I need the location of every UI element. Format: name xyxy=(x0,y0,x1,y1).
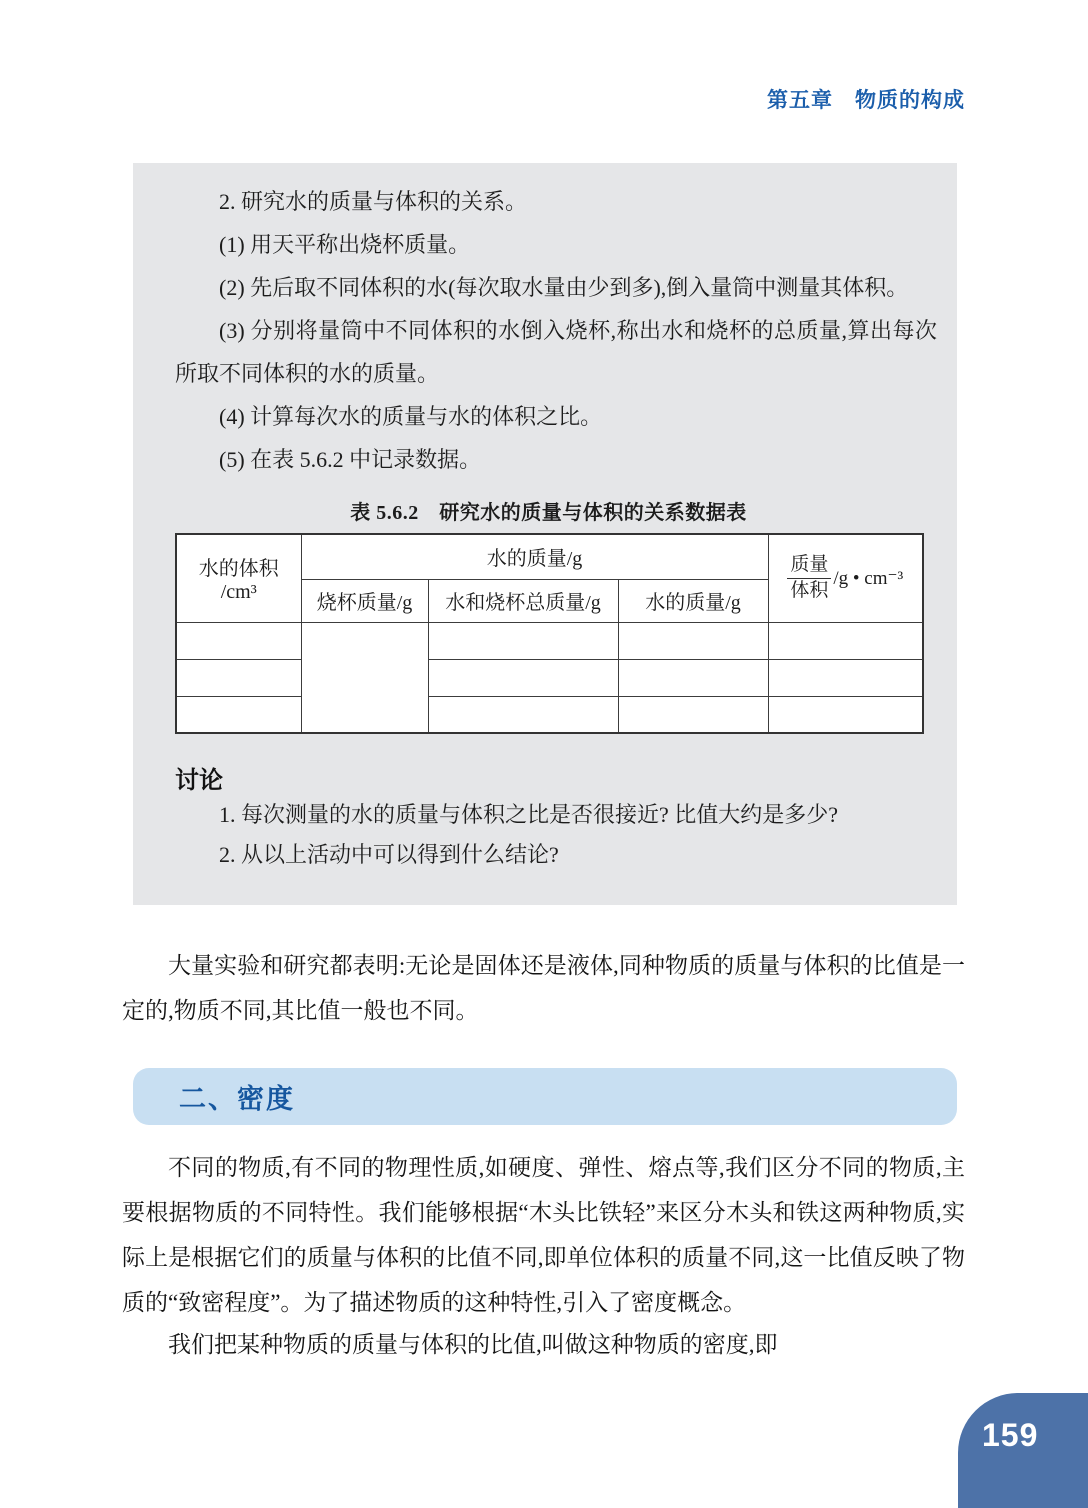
section-title: 二、密度 xyxy=(179,1084,295,1114)
volume-header-line2: /cm³ xyxy=(220,581,257,604)
table-empty-cell xyxy=(618,696,768,733)
paragraph-conclusion: 大量实验和研究都表明:无论是固体还是液体,同种物质的质量与体积的比值是一定的,物质不同,其比值一般也不同。 xyxy=(122,953,965,1023)
table-row xyxy=(176,659,923,696)
paragraph-density-definition: 我们把某种物质的质量与体积的比值,叫做这种物质的密度,即 xyxy=(168,1332,778,1357)
table-empty-cell xyxy=(428,696,618,733)
table-empty-cell xyxy=(618,622,768,659)
table-empty-cell xyxy=(768,659,923,696)
activity-step: (1) 用天平称出烧杯质量。 xyxy=(219,232,471,257)
table-subheader-water-mass: 水的质量/g xyxy=(618,579,768,622)
activity-step: (2) 先后取不同体积的水(每次取水量由少到多),倒入量筒中测量其体积。 xyxy=(219,275,909,300)
fraction-denominator: 体积 xyxy=(790,580,829,602)
table-subheader-total-mass: 水和烧杯总质量/g xyxy=(428,579,618,622)
table-empty-cell xyxy=(176,659,301,696)
fraction-numerator: 质量 xyxy=(787,554,831,579)
table-empty-cell xyxy=(428,659,618,696)
table-subheader-beaker-mass: 烧杯质量/g xyxy=(301,579,428,622)
chapter-header: 第五章 物质的构成 xyxy=(767,89,965,112)
paragraph-density-intro: 不同的物质,有不同的物理性质,如硬度、弹性、熔点等,我们区分不同的物质,主要根据物质的不同特性。我们能够根据“木头比铁轻”来区分木头和铁这两种物质,实际上是根据它们的质量与体积的比值不同,即单位体积的质量不同,这一比值反映了物质的“致密程度”。为了描述物质的这种特性,引入了密度概念。 xyxy=(122,1155,965,1315)
data-table xyxy=(175,533,924,734)
page-number-badge xyxy=(958,1393,1088,1508)
discussion-question: 2. 从以上活动中可以得到什么结论? xyxy=(219,842,559,867)
activity-box xyxy=(133,163,957,905)
discussion-question: 1. 每次测量的水的质量与体积之比是否很接近? 比值大约是多少? xyxy=(219,802,839,827)
table-empty-cell xyxy=(176,696,301,733)
table-empty-cell xyxy=(618,659,768,696)
table-header-volume xyxy=(176,534,301,622)
fraction xyxy=(787,554,831,603)
activity-step: (4) 计算每次水的质量与水的体积之比。 xyxy=(219,404,603,429)
page-number: 159 xyxy=(982,1417,1039,1453)
table-row xyxy=(176,622,923,659)
volume-header-line1: 水的体积 xyxy=(198,558,279,581)
table-empty-cell-merged xyxy=(301,622,428,733)
activity-step: 2. 研究水的质量与体积的关系。 xyxy=(219,189,528,214)
fraction-unit: /g • cm⁻³ xyxy=(833,568,904,590)
table-empty-cell xyxy=(176,622,301,659)
activity-step: (5) 在表 5.6.2 中记录数据。 xyxy=(219,447,482,472)
table-empty-cell xyxy=(768,696,923,733)
section-banner-density xyxy=(133,1068,957,1125)
table-header-mass-group: 水的质量/g xyxy=(301,534,768,579)
discussion-heading: 讨论 xyxy=(175,767,223,794)
mass-volume-fraction xyxy=(787,554,903,603)
table-row xyxy=(176,696,923,733)
activity-step: (3) 分别将量筒中不同体积的水倒入烧杯,称出水和烧杯的总质量,算出每次所取不同体积的水的质量。 xyxy=(175,318,937,386)
table-header-ratio xyxy=(768,534,923,622)
table-empty-cell xyxy=(428,622,618,659)
table-caption: 表 5.6.2 研究水的质量与体积的关系数据表 xyxy=(350,502,747,524)
table-empty-cell xyxy=(768,622,923,659)
